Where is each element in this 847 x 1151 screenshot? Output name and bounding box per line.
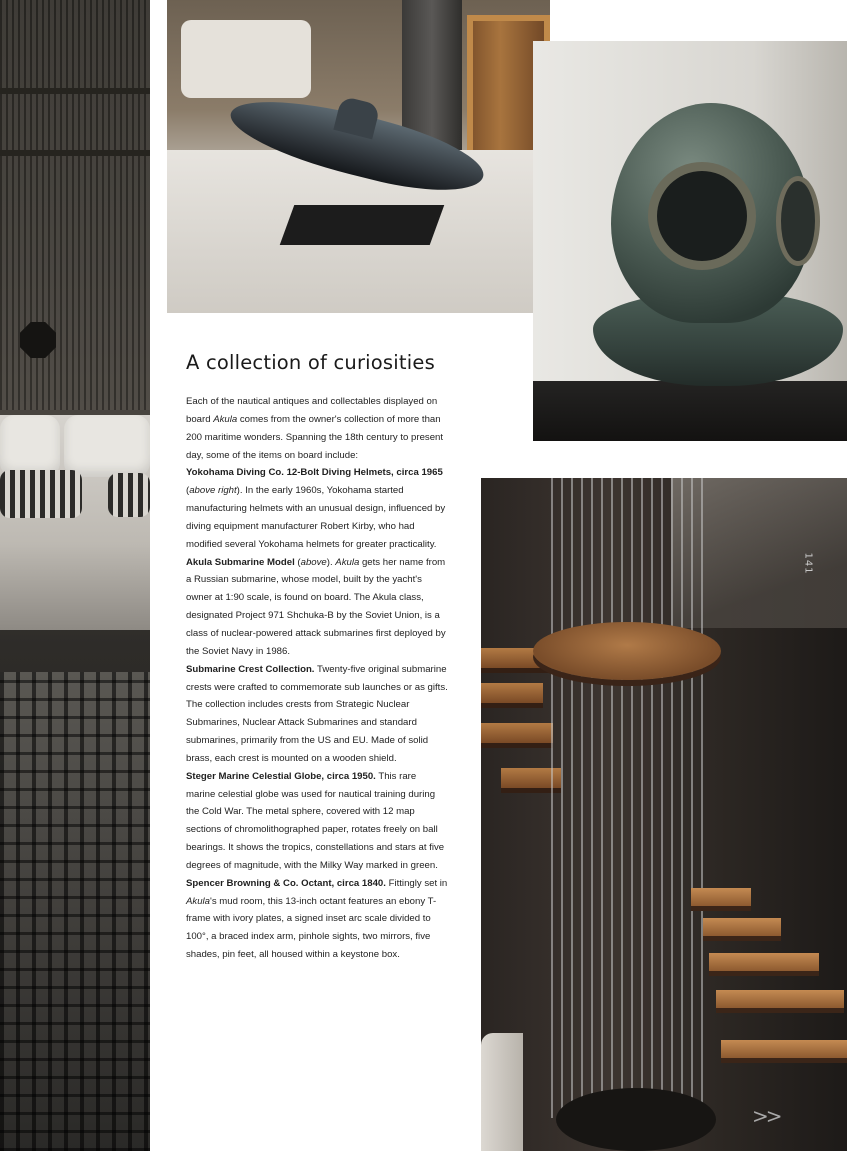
boat-name: Akula — [335, 556, 360, 568]
article-title: A collection of curiosities — [186, 351, 435, 374]
submarine-model-photo — [167, 0, 550, 313]
diving-helmet-photo — [533, 41, 847, 441]
item-text: Twenty-five original submarine crests were crafted to commemorate sub launches or as gifts. The collection includes crests from Strategic Nuclear Submarines, Nuclear Attack Submarines and standard submarines, primarily from the US and EU. Made of solid brass, each crest is mounted on a wooden shield. — [186, 663, 448, 764]
item-paragraph — [186, 768, 448, 875]
item-heading: Spencer Browning & Co. Octant, circa 1840. — [186, 877, 386, 889]
sofa-edge — [481, 1033, 523, 1151]
stair-step — [709, 953, 819, 971]
interior-photo-left — [0, 0, 150, 1151]
dark-tabletop — [533, 381, 847, 441]
item-heading: Yokohama Diving Co. 12-Bolt Diving Helmets, circa 1965 — [186, 467, 443, 479]
intro-paragraph — [186, 393, 448, 464]
woven-wall-panel — [0, 672, 150, 1151]
item-text: gets her name from a Russian submarine, whose model, built by the yacht's owner at 1:90 scale, is found on board. The Akula class, designated Project 971 Shchuka-B by the Soviet Union, is a class of nuclear-powered attack submarines first deployed by the Soviet Navy in 1986. — [186, 556, 446, 657]
striped-pillow — [108, 473, 150, 517]
wooden-ring — [533, 622, 721, 680]
steel-rod-cage — [551, 478, 706, 1118]
item-text: This rare marine celestial globe was used for nautical training during the Cold War. The metal sphere, covered with 12 map sections of chromolithographed paper, rotates freely on ball bearings. It shows the tropics, constellations and stars at five degrees of magnitude, with the Milky Way marked in green. — [186, 770, 445, 871]
staircase-base — [556, 1088, 716, 1151]
sofa-cushion — [0, 415, 60, 477]
item-heading: Steger Marine Celestial Globe, circa 1950. — [186, 770, 376, 782]
spiral-staircase-photo — [481, 478, 847, 1151]
submarine-stand — [280, 205, 445, 245]
item-paragraph — [186, 875, 448, 964]
wall-shelf — [0, 88, 150, 94]
item-paragraph — [186, 661, 448, 768]
item-paragraph: Akula Submarine Model (above). Akula gets her name from a Russian submarine, whose model, built by the yacht's owner at 1:90 scale, is found on board. The Akula class, designated Project 971 Shchuka-B by the Soviet Union, is a class of nuclear-powered attack submarines first deployed by the Soviet Navy in 1986. — [186, 556, 446, 657]
item-heading: Submarine Crest Collection. — [186, 663, 315, 675]
stair-step — [481, 683, 543, 703]
helmet-faceplate — [657, 171, 747, 261]
photo-reference: above right — [189, 485, 237, 497]
item-paragraph: Yokohama Diving Co. 12-Bolt Diving Helmets, circa 1965 (above right). In the early 1960s, Yokohama started manufacturing helmets with an unusual design, influenced by diving equipment manufacturer Robert Kirby, who had modified several Yokohama helmets for greater practicality. — [186, 467, 446, 550]
item-heading: Akula Submarine Model — [186, 556, 295, 568]
sofa-cushion — [64, 415, 150, 477]
page-number: 141 — [802, 552, 814, 575]
stair-step — [481, 723, 553, 743]
white-sofa — [0, 415, 150, 630]
white-chair — [181, 20, 311, 98]
item-text: 's mud room, this 13-inch octant features an ebony T-frame with ivory plates, a signed inset arc scale divided to 100°, a braced index arm, pinhole sights, two mirrors, five shades, pin feet, all housed within a keystone box. — [186, 895, 437, 961]
striped-pillow — [0, 470, 82, 518]
helmet-side-port — [781, 181, 815, 261]
intro-text: Each of the nautical antiques and collectables displayed on board — [186, 396, 438, 425]
intro-text: comes from the owner's collection of more than 200 maritime wonders. Spanning the 18th century to present day, some of the items on board include: — [186, 413, 444, 461]
stair-step — [721, 1040, 847, 1058]
boat-name: Akula — [213, 413, 238, 425]
item-text: In the early 1960s, Yokohama started manufacturing helmets with an unusual design, influenced by diving equipment manufacturer Robert Kirby, who had modified several Yokohama helmets for greater practicality. — [186, 485, 446, 550]
photo-reference: above — [300, 556, 327, 568]
boat-name: Akula — [186, 895, 210, 907]
next-page-arrows: >> — [752, 1104, 780, 1128]
article-body — [186, 393, 448, 964]
stair-step — [691, 888, 751, 906]
item-text: Fittingly set in — [388, 877, 448, 889]
stair-step — [716, 990, 844, 1008]
wall-shelf — [0, 150, 150, 156]
stair-step — [703, 918, 781, 936]
